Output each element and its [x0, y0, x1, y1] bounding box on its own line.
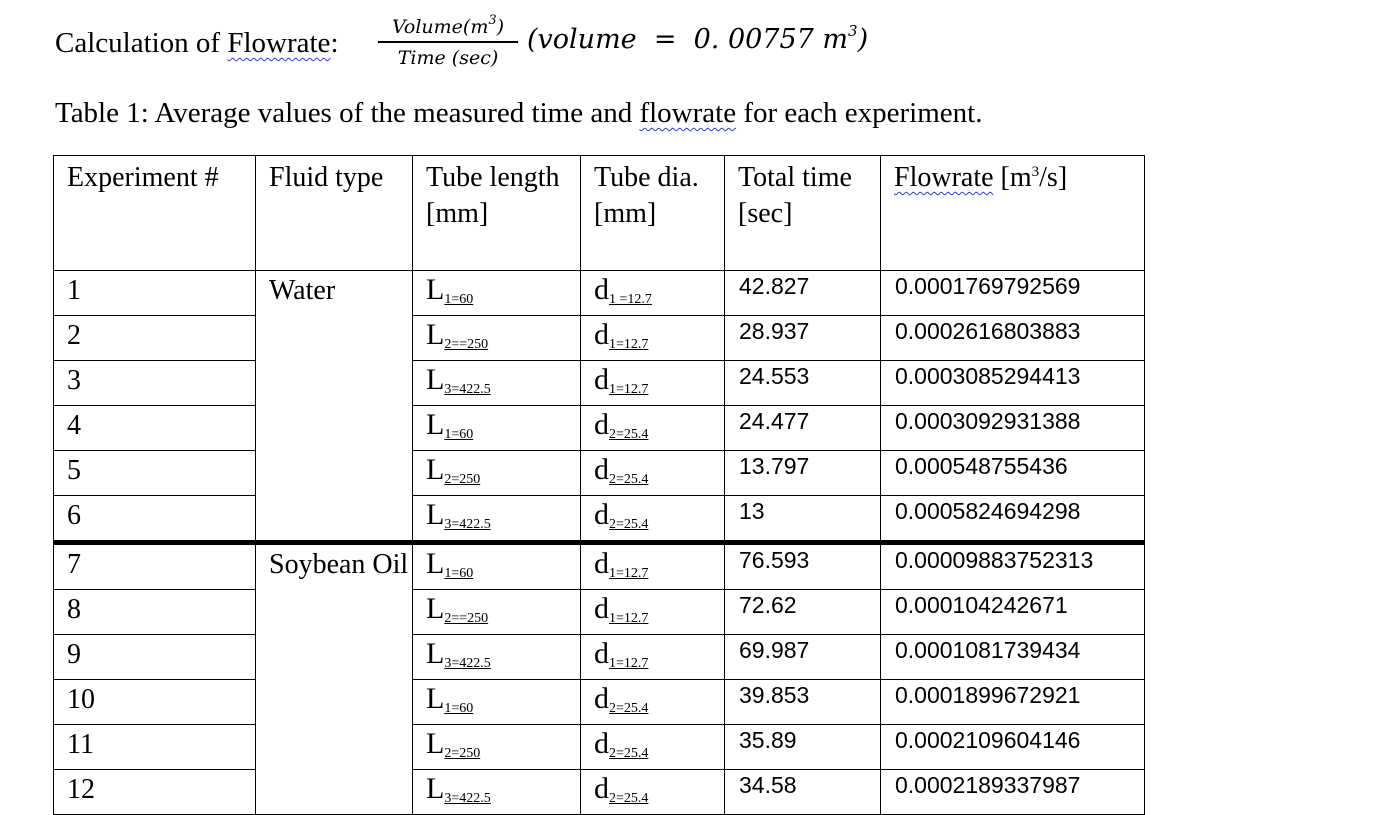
- table-row: [54, 543, 1145, 590]
- volume-note: (volume = 0. 00757 $m^3$): [527, 22, 869, 55]
- tube-dia: d1=12.7: [581, 361, 725, 406]
- flowrate-value: 0.00009883752313: [881, 543, 1145, 590]
- total-time: 39.853: [725, 680, 881, 725]
- table-row: [54, 725, 1145, 770]
- header-flowrate: Flowrate $[m^3/s]$: [881, 156, 1145, 271]
- tube-dia: d1 =12.7: [581, 271, 725, 316]
- total-time: 35.89: [725, 725, 881, 770]
- table-row: [54, 635, 1145, 680]
- total-time: 69.987: [725, 635, 881, 680]
- table-header-row: [54, 156, 1145, 271]
- experiment-number: 11: [54, 725, 256, 770]
- tube-length: L3=422.5: [413, 361, 581, 406]
- experiment-number: 8: [54, 590, 256, 635]
- flowrate-value: 0.0002616803883: [881, 316, 1145, 361]
- experiment-number: 10: [54, 680, 256, 725]
- tube-length: L2=250: [413, 725, 581, 770]
- formula-numerator: $Volume(m^3)$: [391, 13, 505, 38]
- total-time: 76.593: [725, 543, 881, 590]
- total-time: 13: [725, 496, 881, 543]
- tube-length: L3=422.5: [413, 770, 581, 815]
- experiment-number: 1: [54, 271, 256, 316]
- total-time: 28.937: [725, 316, 881, 361]
- tube-dia: d2=25.4: [581, 680, 725, 725]
- total-time: 13.797: [725, 451, 881, 496]
- experiment-number: 7: [54, 543, 256, 590]
- experiment-number: 9: [54, 635, 256, 680]
- tube-dia: d1=12.7: [581, 316, 725, 361]
- tube-length: L1=60: [413, 680, 581, 725]
- table-row: [54, 271, 1145, 316]
- experiment-number: 2: [54, 316, 256, 361]
- tube-length: L1=60: [413, 406, 581, 451]
- flowrate-value: 0.0003092931388: [881, 406, 1145, 451]
- header-total-time: Total time [sec]: [725, 156, 881, 271]
- tube-length: L1=60: [413, 543, 581, 590]
- header-experiment: Experiment #: [54, 156, 256, 271]
- flowrate-value: 0.0002189337987: [881, 770, 1145, 815]
- flowrate-value: 0.0002109604146: [881, 725, 1145, 770]
- formula-fraction: [378, 14, 518, 71]
- flowrate-value: 0.000104242671: [881, 590, 1145, 635]
- tube-dia: d2=25.4: [581, 770, 725, 815]
- total-time: 24.477: [725, 406, 881, 451]
- table-row: [54, 406, 1145, 451]
- experiment-number: 3: [54, 361, 256, 406]
- tube-dia: d1=12.7: [581, 635, 725, 680]
- table-row: [54, 680, 1145, 725]
- flowrate-word: Flowrate: [227, 27, 331, 59]
- table-row: [54, 316, 1145, 361]
- header-fluid-type: Fluid type: [256, 156, 413, 271]
- flowrate-value: 0.0001081739434: [881, 635, 1145, 680]
- header-tube-length: Tube length [mm]: [413, 156, 581, 271]
- table-row: [54, 451, 1145, 496]
- results-table: [53, 155, 1145, 815]
- flowrate-value: 0.0001899672921: [881, 680, 1145, 725]
- total-time: 24.553: [725, 361, 881, 406]
- header-tube-dia: Tube dia. [mm]: [581, 156, 725, 271]
- tube-length: L2==250: [413, 590, 581, 635]
- fraction-bar: [378, 41, 518, 43]
- tube-length: L3=422.5: [413, 635, 581, 680]
- table-row: [54, 361, 1145, 406]
- experiment-number: 6: [54, 496, 256, 543]
- total-time: 42.827: [725, 271, 881, 316]
- tube-dia: d2=25.4: [581, 496, 725, 543]
- tube-dia: d2=25.4: [581, 725, 725, 770]
- experiment-number: 4: [54, 406, 256, 451]
- table-caption: Table 1: Average values of the measured time and flowrate for each experiment.: [55, 97, 983, 129]
- flowrate-value: 0.0001769792569: [881, 271, 1145, 316]
- tube-dia: d1=12.7: [581, 590, 725, 635]
- tube-dia: d2=25.4: [581, 406, 725, 451]
- flowrate-value: 0.000548755436: [881, 451, 1145, 496]
- table-row: [54, 590, 1145, 635]
- table-row: [54, 496, 1145, 543]
- fluid-type: Soybean Oil: [256, 543, 413, 815]
- tube-dia: d2=25.4: [581, 451, 725, 496]
- tube-dia: d1=12.7: [581, 543, 725, 590]
- tube-length: L3=422.5: [413, 496, 581, 543]
- fluid-type: Water: [256, 271, 413, 543]
- experiment-number: 5: [54, 451, 256, 496]
- experiment-number: 12: [54, 770, 256, 815]
- tube-length: L2=250: [413, 451, 581, 496]
- tube-length: L2==250: [413, 316, 581, 361]
- total-time: 34.58: [725, 770, 881, 815]
- flowrate-value: 0.0005824694298: [881, 496, 1145, 543]
- tube-length: L1=60: [413, 271, 581, 316]
- table-row: [54, 770, 1145, 815]
- formula-denominator: Time (sec): [397, 46, 499, 69]
- formula-label: Calculation of Flowrate:: [55, 27, 339, 59]
- total-time: 72.62: [725, 590, 881, 635]
- caption-flowrate-word: flowrate: [639, 97, 737, 129]
- table-body: [54, 271, 1145, 815]
- flowrate-value: 0.0003085294413: [881, 361, 1145, 406]
